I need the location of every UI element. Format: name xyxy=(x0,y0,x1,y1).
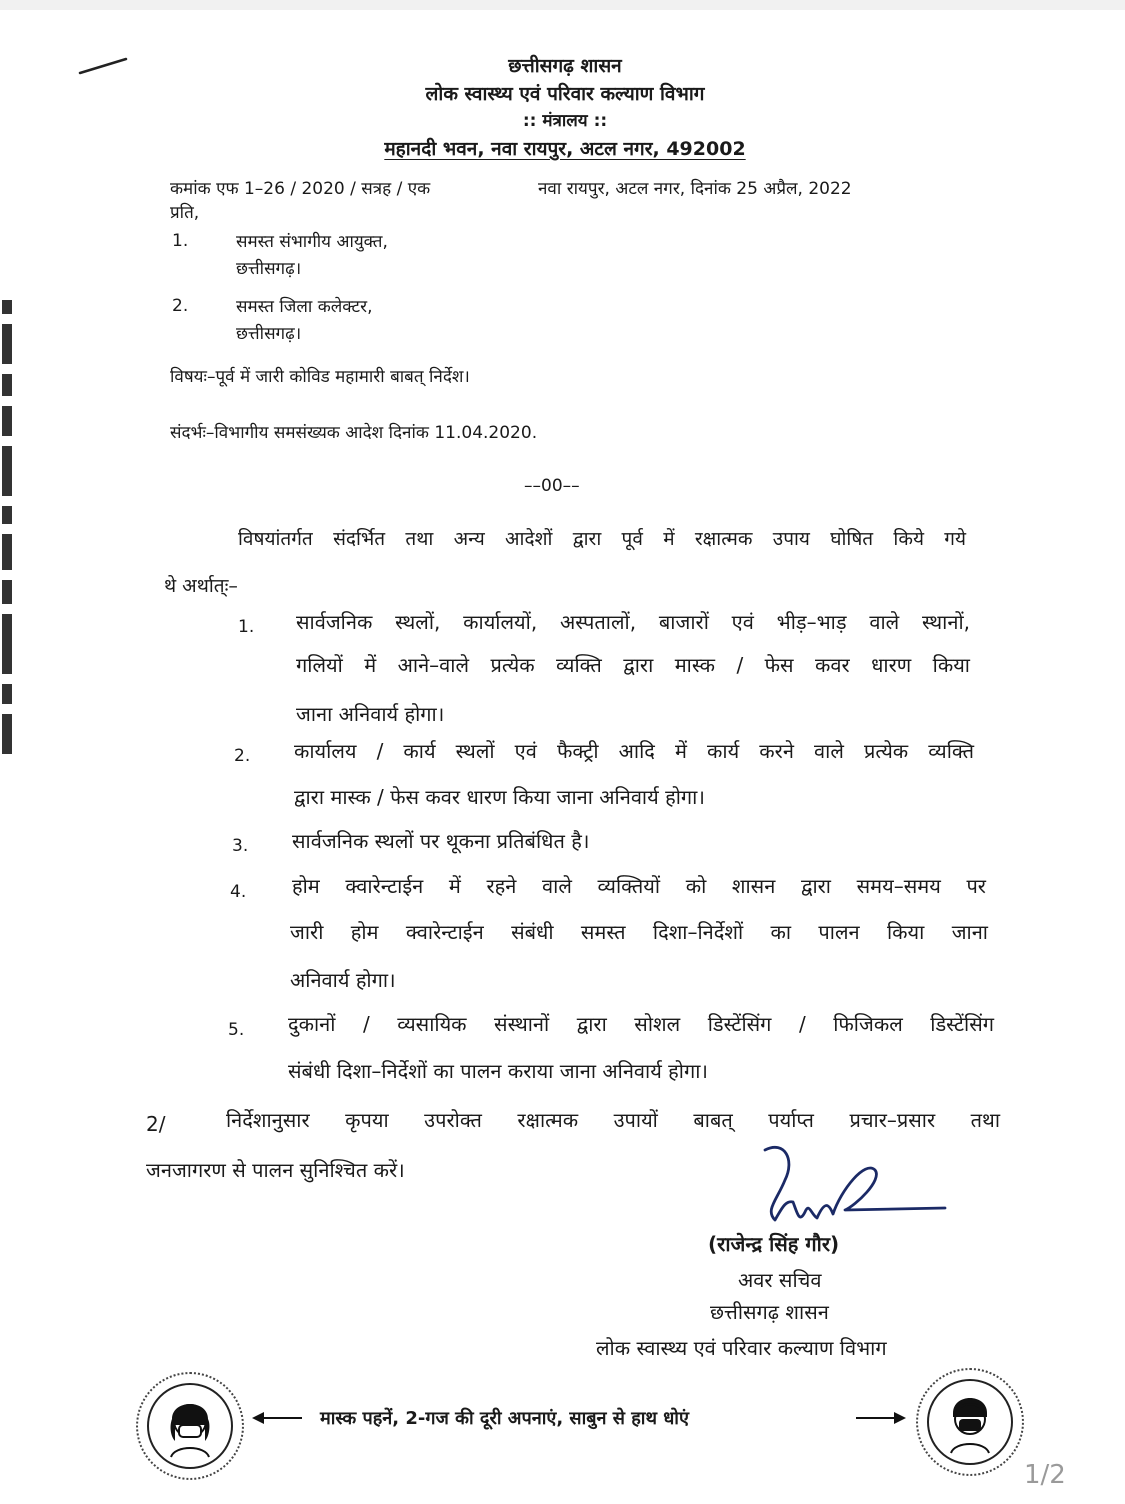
order-number: कमांक एफ 1–26 / 2020 / सत्रह / एक xyxy=(170,179,431,199)
point-text: जारी होम क्वारेन्टाईन संबंधी समस्त दिशा–निर्देशों का पालन किया जाना xyxy=(290,920,988,944)
point-number: 2. xyxy=(234,746,251,766)
mask-man-icon xyxy=(927,1379,1013,1465)
addressee-label: प्रति, xyxy=(170,203,200,223)
footer-slogan: मास्क पहनें, 2-गज की दूरी अपनाएं, साबुन से हाथ धोएं xyxy=(320,1408,689,1429)
handwritten-signature xyxy=(745,1140,950,1240)
reference-line: संदर्भः–विभागीय समसंख्यक आदेश दिनांक 11.04.2020. xyxy=(170,423,538,443)
header-govt: छत्तीसगढ़ शासन xyxy=(508,55,622,77)
point-text: सार्वजनिक स्थलों, कार्यालयों, अस्पतालों, बाजारों एवं भीड़–भाड़ वाले स्थानों, xyxy=(296,610,970,634)
point-text: द्वारा मास्क / फेस कवर धारण किया जाना अनिवार्य होगा। xyxy=(294,785,705,809)
paragraph-text: निर्देशानुसार कृपया उपरोक्त रक्षात्मक उपायों बाबत् पर्याप्त प्रचार–प्रसार तथा xyxy=(226,1108,1000,1132)
paragraph-number: 2/ xyxy=(146,1112,166,1136)
point-text: अनिवार्य होगा। xyxy=(290,968,396,992)
subject-line: विषयः–पूर्व में जारी कोविड महामारी बाबत् निर्देश। xyxy=(170,367,470,387)
recipient-number: 1. xyxy=(172,231,189,251)
signatory-designation: अवर सचिव xyxy=(738,1268,822,1292)
pen-stroke-mark xyxy=(78,55,128,77)
point-text: दुकानों / व्यसायिक संस्थानों द्वारा सोशल डिस्टेंसिंग / फिजिकल डिस्टेंसिंग xyxy=(288,1012,994,1036)
signatory-name: (राजेन्द्र सिंह गौर) xyxy=(708,1232,840,1256)
point-number: 4. xyxy=(230,882,247,902)
arrow-left-icon xyxy=(252,1411,266,1425)
arrow-left-line xyxy=(262,1417,302,1419)
intro-paragraph-line: विषयांतर्गत संदर्भित तथा अन्य आदेशों द्वारा पूर्व में रक्षात्मक उपाय घोषित किये गये xyxy=(238,528,966,550)
header-address: महानदी भवन, नवा रायपुर, अटल नगर, 492002 xyxy=(384,138,746,160)
point-number: 5. xyxy=(228,1020,245,1040)
scan-edge-marks xyxy=(0,300,14,740)
recipient-line: समस्त जिला कलेक्टर, xyxy=(236,297,373,317)
point-text: गलियों में आने–वाले प्रत्येक व्यक्ति द्वारा मास्क / फेस कवर धारण किया xyxy=(296,653,970,677)
point-text: कार्यालय / कार्य स्थलों एवं फैक्ट्री आदि में कार्य करने वाले प्रत्येक व्यक्ति xyxy=(294,739,974,763)
page-indicator: 1/2 xyxy=(1024,1460,1066,1490)
recipient-number: 2. xyxy=(172,296,189,316)
top-bar xyxy=(0,0,1125,10)
point-number: 3. xyxy=(232,836,249,856)
recipient-state: छत्तीसगढ़। xyxy=(236,259,302,279)
intro-paragraph-line: थे अर्थात्ः– xyxy=(164,575,238,597)
place-date: नवा रायपुर, अटल नगर, दिनांक 25 अप्रैल, 2022 xyxy=(538,179,852,199)
signatory-department: लोक स्वास्थ्य एवं परिवार कल्याण विभाग xyxy=(596,1336,887,1360)
arrow-right-icon xyxy=(892,1411,906,1425)
arrow-right-line xyxy=(856,1417,896,1419)
point-text: जाना अनिवार्य होगा। xyxy=(296,702,445,726)
point-text: सार्वजनिक स्थलों पर थूकना प्रतिबंधित है। xyxy=(292,829,590,853)
point-text: संबंधी दिशा–निर्देशों का पालन कराया जाना अनिवार्य होगा। xyxy=(288,1059,709,1083)
header-department: लोक स्वास्थ्य एवं परिवार कल्याण विभाग xyxy=(425,83,705,105)
recipient-line: समस्त संभागीय आयुक्त, xyxy=(236,232,388,252)
point-number: 1. xyxy=(238,617,255,637)
signatory-government: छत्तीसगढ़ शासन xyxy=(710,1300,829,1324)
paragraph-text: जनजागरण से पालन सुनिश्चित करें। xyxy=(146,1158,405,1182)
header-ministry: :: मंत्रालय :: xyxy=(522,111,608,131)
separator: ––00–– xyxy=(524,476,580,496)
mask-woman-icon xyxy=(147,1383,233,1469)
recipient-state: छत्तीसगढ़। xyxy=(236,324,302,344)
point-text: होम क्वारेन्टाईन में रहने वाले व्यक्तियों को शासन द्वारा समय–समय पर xyxy=(292,874,986,898)
